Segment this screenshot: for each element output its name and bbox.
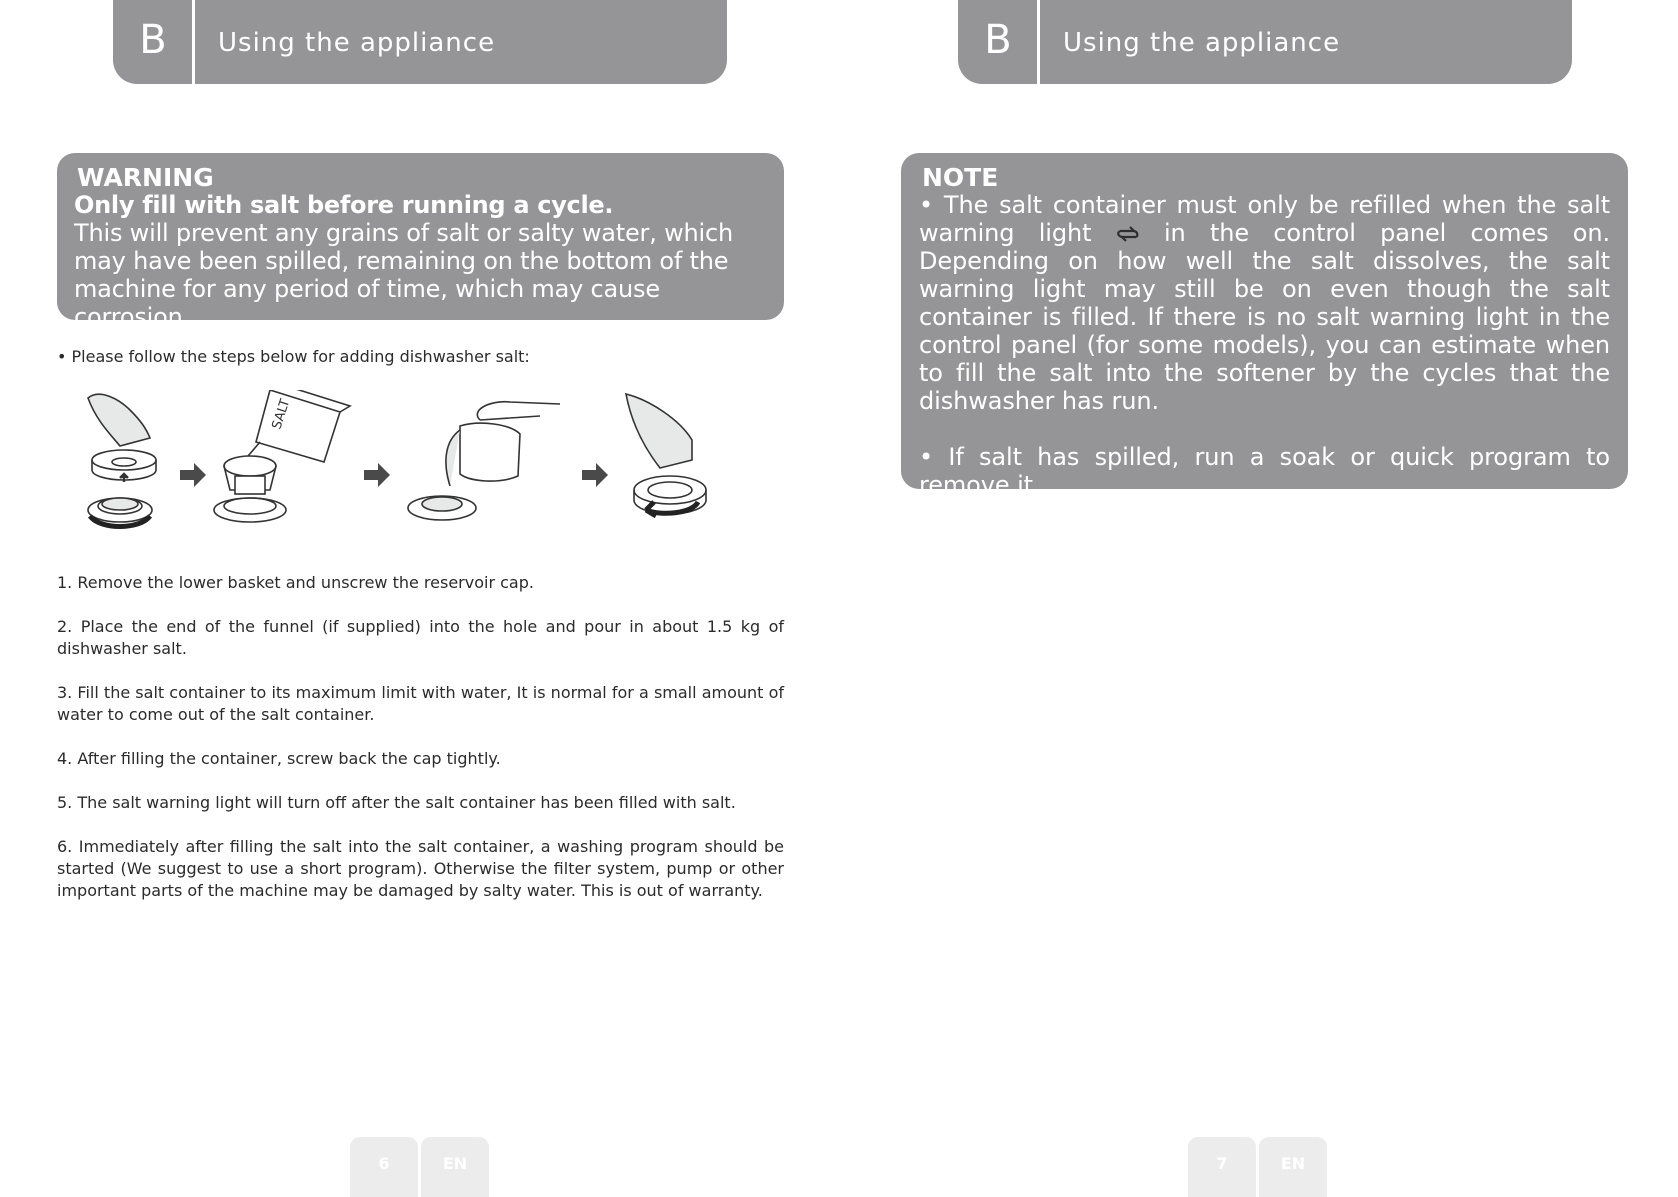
list-item: 6. Immediately after filling the salt into the salt container, a washing program should be started (We suggest to use a short program). Otherwise the filter system, pump or other important parts of the machine may be damaged by salty water. This is out of warranty. [57, 837, 784, 900]
warning-body: This will prevent any grains of salt or salty water, which may have been spilled, remaining on the bottom of the machine for any period of time, which may cause corrosion [74, 219, 733, 331]
header-divider [192, 0, 195, 84]
list-item: 3. Fill the salt container to its maximum limit with water, It is normal for a small amount of water to come out of the salt container. [57, 683, 784, 724]
step4-screw-cap-icon [626, 394, 706, 516]
arrow-right-icon [180, 463, 206, 487]
list-item: 2. Place the end of the funnel (if supplied) into the hole and pour in about 1.5 kg of dishwasher salt. [57, 617, 784, 658]
warning-heading: WARNING [77, 163, 214, 192]
steps-list [57, 572, 784, 924]
note-heading: NOTE [922, 163, 999, 192]
arrow-right-icon [364, 463, 390, 487]
section-header [113, 0, 727, 84]
language-tag: EN [1259, 1137, 1327, 1197]
language-tag: EN [421, 1137, 489, 1197]
section-title: Using the appliance [1063, 28, 1341, 58]
right-page [839, 0, 1678, 1191]
section-letter: B [139, 17, 167, 63]
step3-pour-water-icon [408, 402, 560, 520]
svg-text:SALT: SALT [269, 397, 294, 432]
list-item: 5. The salt warning light will turn off after the salt container has been filled with salt. [57, 793, 736, 812]
salt-filling-illustration [80, 390, 760, 550]
note-text-before-icon: • The salt container must only be refilled when the salt warning light [919, 191, 1610, 247]
page-number: 6 [350, 1137, 418, 1197]
warning-box [57, 153, 784, 331]
note-paragraph [919, 191, 1610, 415]
intro-bullet: • Please follow the steps below for adding dishwasher salt: [57, 347, 530, 366]
left-page [0, 0, 839, 1191]
note-text-after-icon: in the control panel comes on. Depending on how well the salt dissolves, the salt warning light may still be on even though the salt container is filled. If there is no salt warning light in the control panel (for some models), you can estimate when to fill the salt into the softener by the cycles that the dishwasher has run. [919, 219, 1611, 415]
page-number: 7 [1188, 1137, 1256, 1197]
arrow-right-icon [582, 463, 608, 487]
step2-pour-salt-icon [214, 390, 350, 522]
list-item: 4. After filling the container, screw back the cap tightly. [57, 749, 501, 768]
step1-unscrew-cap-icon [88, 394, 156, 526]
section-letter: B [984, 17, 1012, 63]
list-item: 1. Remove the lower basket and unscrew the reservoir cap. [57, 573, 534, 592]
note-box [901, 153, 1628, 499]
warning-bold-line: Only fill with salt before running a cycle. [74, 191, 614, 219]
section-title: Using the appliance [218, 28, 496, 58]
section-header [958, 0, 1572, 84]
header-divider [1037, 0, 1040, 84]
salt-warning-light-icon [1116, 224, 1140, 244]
note-paragraph-spill: • If salt has spilled, run a soak or quick program to remove it. [919, 443, 1610, 499]
